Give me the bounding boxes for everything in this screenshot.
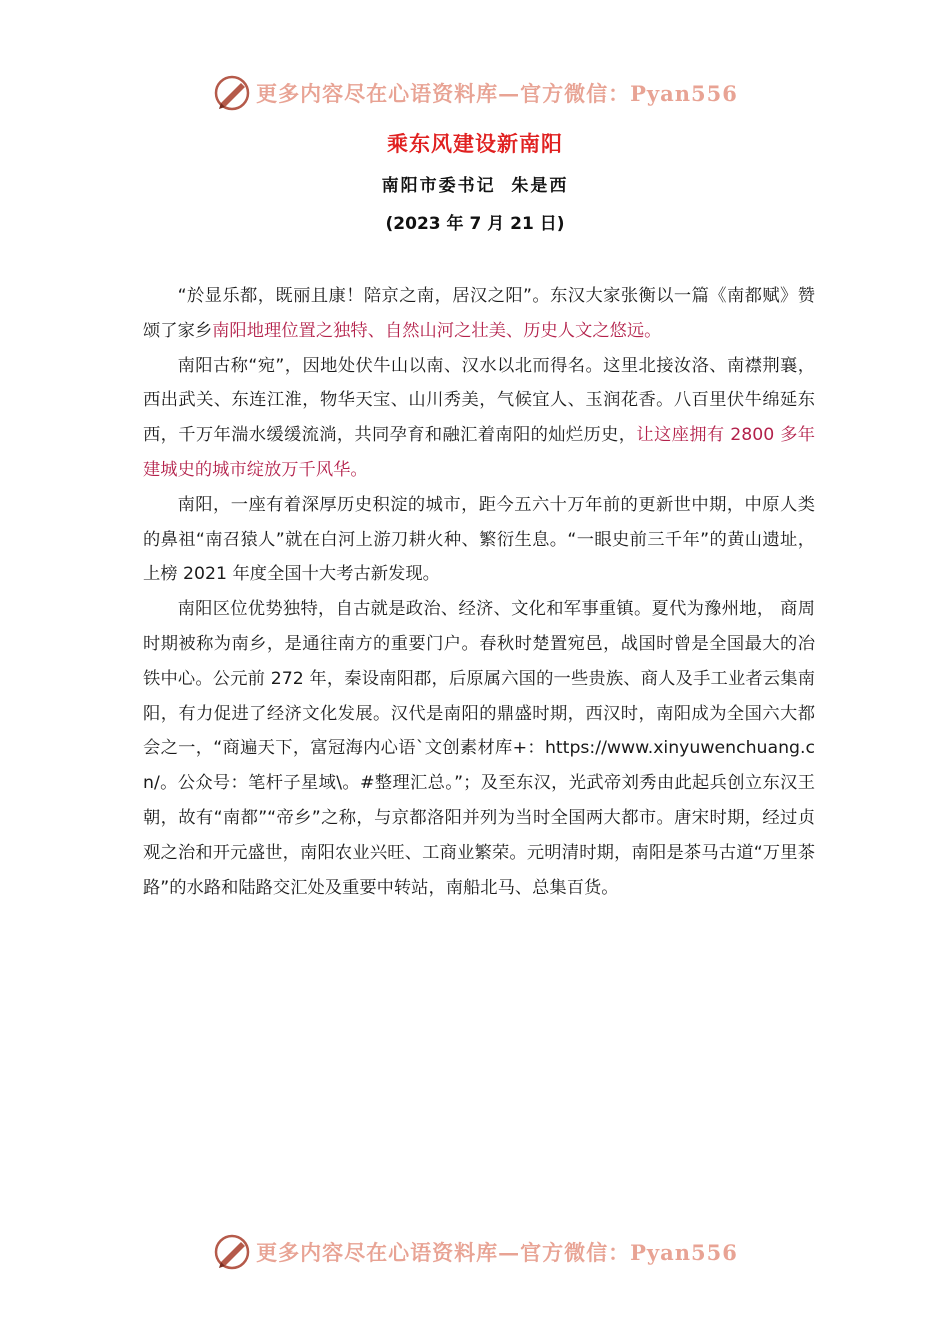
paragraph-4: 南阳区位优势独特，自古就是政治、经济、文化和军事重镇。夏代为豫州地， 商周时期被称为南乡，是通往南方的重要门户。春秋时楚置宛邑，战国时曾是全国最大的冶铁中心。公元前 272 年，秦设南阳郡，后原属六国的一些贵族、商人及手工业者云集南阳，有力促进了经济文化发展。汉代是南阳的鼎盛时期，西汉时，南阳成为全国六大都会之一，“商遍天下，富冠海内心语`文创素材库+：https://www.xinyuwenchuang.cn/。公众号：笔杆子星域\。#整理汇总。”；及至东汉，光武帝刘秀由此起兵创立东汉王朝，故有“南都”“帝乡”之称，与京都洛阳并列为当时全国两大都市。唐宋时期，经过贞观之治和开元盛世，南阳农业兴旺、工商业繁荣。元明清时期，南阳是茶马古道“万里茶路”的水路和陆路交汇处及重要中转站，南船北马、总集百货。 — [143, 599, 815, 898]
footer-banner — [0, 1229, 950, 1275]
paragraph-text: 南阳古称“宛”，因地处伏牛山以南、汉水以北而得名。这里北接汝洛、南襟荆襄，西出武关、东连江淮，物华天宝、山川秀美，气候宜人、玉润花香。八百里伏牛绵延东西，千万年湍水缓缓流淌，共同孕育和融汇着南阳的灿烂历史， — [143, 355, 815, 446]
pen-logo-icon — [212, 1232, 252, 1272]
article-title: 乘东风建设新南阳 — [387, 132, 563, 156]
paragraph-2 — [143, 349, 815, 488]
paragraph-text: “於显乐都，既丽且康！陪京之南，居汉之阳”。东汉大家张衡以一篇《南都赋》赞颂了家乡 — [143, 286, 815, 341]
paragraph-3: 南阳，一座有着深厚历史积淀的城市，距今五六十万年前的更新世中期，中原人类的鼻祖“南召猿人”就在白河上游刀耕火种、繁衍生息。“一眼史前三千年”的黄山遗址，上榜 2021 年度全国十大考古新发现。 — [143, 494, 815, 585]
article-date: (2023 年 7 月 21 日) — [385, 214, 565, 234]
highlighted-text: 南阳地理位置之独特、自然山河之壮美、历史人文之悠远。 — [212, 320, 662, 341]
article-body — [143, 279, 815, 905]
article-author: 南阳市委书记 朱是西 — [381, 176, 569, 196]
paragraph-1 — [143, 279, 815, 349]
banner-text: 更多内容尽在心语资料库—官方微信：Pyan556 — [256, 81, 738, 106]
highlighted-text: 让这座拥有 2800 多年建城史的城市绽放万千风华。 — [143, 425, 815, 480]
pen-logo-icon — [212, 73, 252, 113]
banner-text: 更多内容尽在心语资料库—官方微信：Pyan556 — [256, 1240, 738, 1265]
header-banner — [0, 70, 950, 116]
